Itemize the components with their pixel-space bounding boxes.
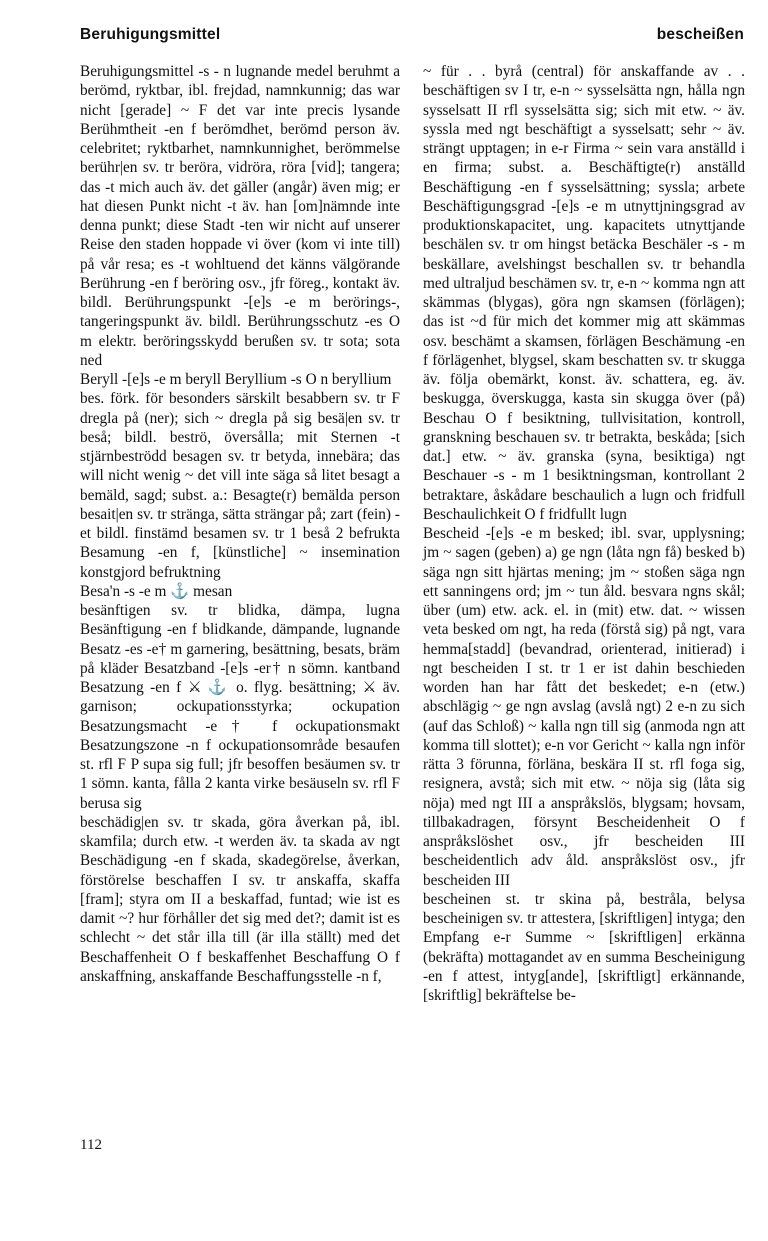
dictionary-entry: ~ für . . byrå (central) för anskaffande av . . beschäftigen sv I tr, e-n ~ sysselsätta ngn, hålla ngn sysselsatt II rfl sysselsätta sig; sich mit etw. ~ äv. syssla med ngt beschäftigt a sysselsatt; sehr ~ äv. strängt upptagen; in e-r Firma ~ sein vara anställd i en firma; subst. a. Beschäftigte(r) anställd Beschäftigung -en f sysselsättning; syssla; arbete Beschäftigungsgrad -[e]s -e m utnyttjningsgrad av produktionskapacitet, ung. kapacitets utnyttjande beschälen sv. tr om hingst betäcka Beschäler -s - m beskällare, avelshingst beschallen sv. tr behandla med ultraljud beschämen sv. tr, e-n ~ komma ngn att skämmas (blygas), göra ngn skamsen (förlägen); das ist ~d für mich det kommer mig att skämmas osv. beschämt a skamsen, förlägen Beschämung -en f förlägenhet, blygsel, skam beschatten sv. tr skugga äv. följa obemärkt, konst. äv. schattera, eg. äv. beskugga, överskugga, kasta sin skugga över (på) Beschau O f besiktning, tullvisitation, kontroll, granskning beschauen sv. tr betrakta, beskåda; [sich dat.] etw. ~ äv. granska (syna, besiktiga) ngt Beschauer -s - m 1 besiktningsman, kontrollant 2 betraktare, åskådare beschaulich a lugn och fridfull Beschaulichkeit O f fridfullt lugn — [423, 63, 745, 523]
page-number: 112 — [80, 1137, 102, 1153]
dictionary-entry: Besa'n -s -e m ⚓ mesan — [80, 582, 233, 600]
dictionary-entry: Beruhigungsmittel -s - n lugnande medel beruhmt a berömd, ryktbar, ibl. frejdad, namnkunnig; das war nicht [gerade] ~ F det var inte precis lysande Berühmtheit -en f berömdhet, berömd person äv. celebritet; ryktbarhet, namnkunnighet, berömmelse berühr|en sv. tr beröra, vidröra, röra [vid]; tangera; das -t mich auch äv. det gäller (angår) även mig; er hat diesen Punkt nicht -t äv. han [om]nämnde inte denna punkt; diese Stadt -ten wir nicht auf unserer Reise den staden hoppade vi över (kom vi inte till) på vår resa; es -t wohltuend det känns välgörande Berührung -en f beröring osv., jfr föreg., kontakt äv. bildl. Berührungspunkt -[e]s -e m berörings-, tangeringspunkt äv. bildl. Berührungsschutz -es O m elektr. beröringsskydd berußen sv. tr sota; sota ned — [80, 63, 400, 369]
dictionary-entry: bes. förk. för besonders särskilt besabbern sv. tr F dregla på (ner); sich ~ dregla på sig besä|en sv. tr beså; bildl. beströ, översålla; mit Sternen -t stjärnbeströdd besagen sv. tr betyda, innebära; das will nicht wenig ~ det vill inte säga så litet besagt a bemäld, sagd; subst. a.: Besagte(r) bemälda person besait|en sv. tr stränga, sätta strängar på; zart (fein) -et bildl. finstämd besamen sv. tr 1 beså 2 befrukta Besamung -en f, [künstliche] ~ insemination konstgjord befruktning — [80, 390, 400, 581]
right-column — [423, 62, 745, 1005]
left-column — [80, 62, 400, 986]
right-guide-word: bescheißen — [656, 26, 744, 43]
dictionary-entry: Beryll -[e]s -e m beryll Beryllium -s O n beryllium — [80, 371, 392, 388]
dictionary-entry: beschädig|en sv. tr skada, göra åverkan på, ibl. skamfila; durch etw. -t werden äv. ta skada av ngt Beschädigung -en f skada, skadegörelse, åverkan, förstörelse beschaffen I sv. tr anskaffa, skaffa [fram]; styra om II a beskaffad, funtad; wie ist es damit ~? hur förhåller det sig med det?; damit ist es schlecht ~ det står illa till (är illa ställt) med det Beschaffenheit O f beskaffenhet Beschaffung O f anskaffning, anskaffande Beschaffungsstelle -n f, — [80, 813, 400, 985]
dictionary-entry: bescheinen st. tr skina på, bestråla, belysa bescheinigen sv. tr attestera, [skriftligen] intyga; den Empfang e-r Summe ~ [skriftligen] erkänna (bekräfta) mottagandet av en summa Bescheinigung -en f attest, intyg[ande], [skriftligt] erkännande, [skriftlig] bekräftelse be- — [423, 890, 745, 1004]
dictionary-entry: besänftigen sv. tr blidka, dämpa, lugna Besänftigung -en f blidkande, dämpande, lugnande Besatz -es -e† m garnering, besättning, besats, bräm på kläder Besatzband -[e]s -er† n sömn. kantband Besatzung -en f ⚔ ⚓ o. flyg. besättning; ⚔ äv. garnison; ockupationsstyrka; ockupation Besatzungsmacht -e† f ockupationsmakt Besatzungszone -n f ockupationsområde besaufen st. rfl F P supa sig full; jfr besoffen besäumen sv. tr 1 sömn. kanta, fålla 2 kanta virke besäuseln sv. rfl F berusa sig — [80, 602, 400, 812]
dictionary-entry: Bescheid -[e]s -e m besked; ibl. svar, upplysning; jm ~ sagen (geben) a) ge ngn (låta ngn få) besked b) säga ngn sitt hjärtas mening; jm ~ stoßen säga ngn ett sanningens ord; jm ~ tun åld. besvara ngns skål; über (um) etw. ack. el. in (mit) etw. dat. ~ wissen veta besked om ngt, ha reda (förstå sig) på ngt, vara hemma[stadd] (bevandrad, orienterad, initierad) i ngt bescheiden I st. tr 1 er ist dahin beschieden worden han har fått det beskedet; e-n (etw.) abschlägig ~ ge ngn avslag (avslå ngt) 2 e-n zu sich (auf das Schloß) ~ kalla ngn till sig (anmoda ngn att komma till slottet); e-n vor Gericht ~ kalla ngn inför rätta 3 förunna, förläna, beskära II st. rfl foga sig, resignera, avstå; sich mit etw. ~ nöja sig (låta sig nöja) med ngt III a anspråkslös, blygsam; hovsam, tillbakadragen, försynt Bescheidenheit O f anspråkslöshet osv., jfr bescheiden III bescheidentlich adv åld. anspråkslöst osv., jfr bescheiden III — [423, 525, 745, 889]
left-guide-word: Beruhigungsmittel — [80, 26, 221, 43]
